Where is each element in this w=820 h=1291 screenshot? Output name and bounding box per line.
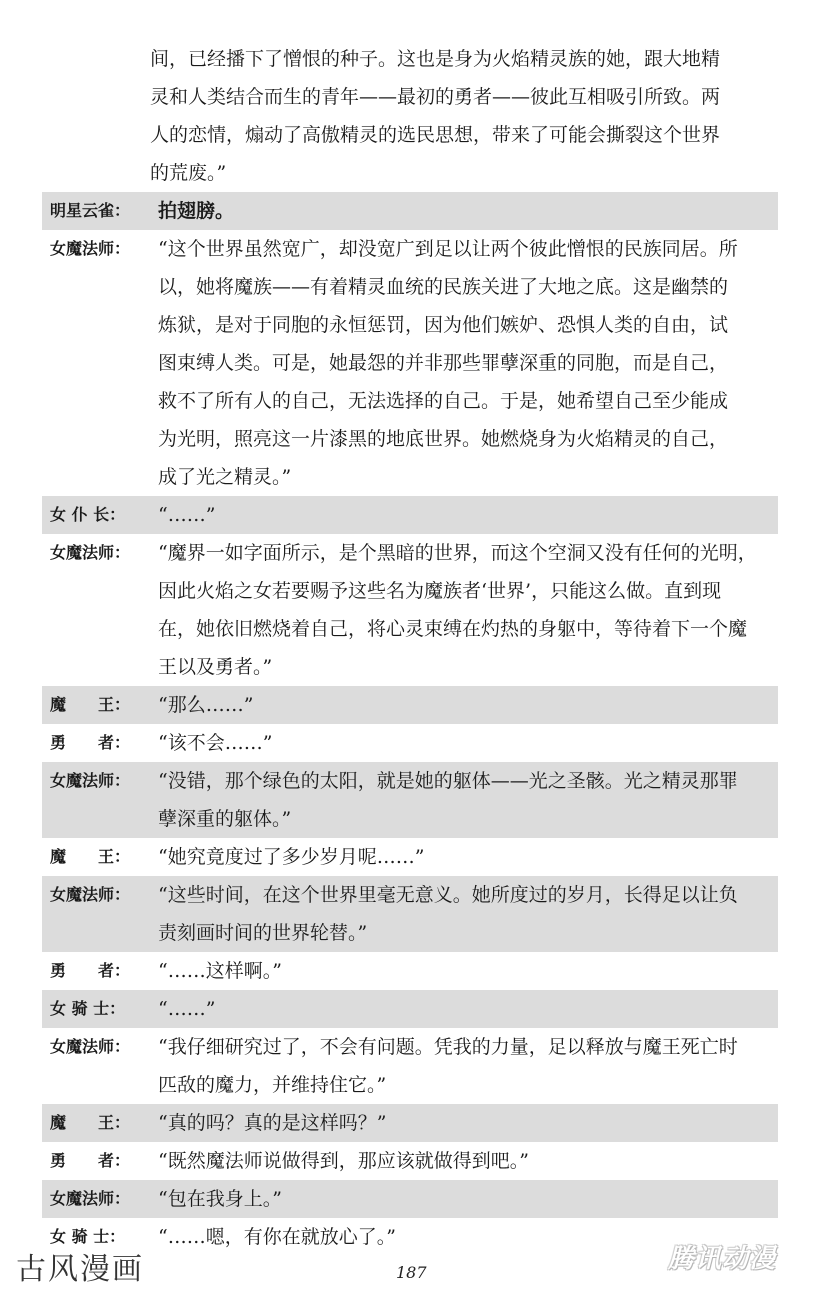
dialogue-text xyxy=(158,1142,778,1180)
text-line: “这些时间，在这个世界里毫无意义。她所度过的岁月，长得足以让负 xyxy=(158,884,738,906)
dialogue-row xyxy=(42,838,778,876)
dialogue-text xyxy=(158,990,778,1028)
dialogue-row xyxy=(42,496,778,534)
dialogue-row xyxy=(42,876,778,952)
dialogue-row xyxy=(42,990,778,1028)
site-logo: 古风漫画 xyxy=(16,1252,144,1287)
page-number: 187 xyxy=(396,1263,427,1282)
dialogue-text xyxy=(158,876,778,952)
dialogue-text xyxy=(158,1028,778,1104)
dialogue-text xyxy=(158,534,778,686)
dialogue-row xyxy=(42,1180,778,1218)
text-line: 图束缚人类。可是，她最怨的并非那些罪孽深重的同胞，而是自己， xyxy=(158,352,729,374)
dialogue-row xyxy=(42,1104,778,1142)
text-line: 灵和人类结合而生的青年——最初的勇者——彼此互相吸引所致。两 xyxy=(150,86,721,108)
speaker-label: 女魔法师： xyxy=(50,239,131,258)
text-line: “……” xyxy=(158,998,216,1020)
text-line: “真的吗？真的是这样吗？” xyxy=(158,1112,387,1134)
speaker-label: 魔 王： xyxy=(50,847,131,866)
dialogue-row xyxy=(42,686,778,724)
text-line: 成了光之精灵。” xyxy=(158,466,292,488)
text-line: “……” xyxy=(158,504,216,526)
dialogue-row xyxy=(42,724,778,762)
text-line: “没错，那个绿色的太阳，就是她的躯体——光之圣骸。光之精灵那罪 xyxy=(158,770,738,792)
speaker-label: 魔 王： xyxy=(50,1113,131,1132)
text-line: “……嗯，有你在就放心了。” xyxy=(158,1226,396,1248)
text-line: “该不会……” xyxy=(158,732,273,754)
text-line: “……这样啊。” xyxy=(158,960,282,982)
text-line: 的荒废。” xyxy=(150,162,227,184)
dialogue-row xyxy=(42,762,778,838)
speaker-label: 女 骑 士： xyxy=(50,999,126,1018)
dialogue-row xyxy=(42,534,778,686)
text-line: 为光明，照亮这一片漆黑的地底世界。她燃烧身为火焰精灵的自己， xyxy=(158,428,729,450)
dialogue-text xyxy=(158,1180,778,1218)
dialogue-text xyxy=(158,192,778,230)
speaker-label: 魔 王： xyxy=(50,695,131,714)
text-line: 救不了所有人的自己，无法选择的自己。于是，她希望自己至少能成 xyxy=(158,390,729,412)
text-line: 炼狱，是对于同胞的永恒惩罚，因为他们嫉妒、恐惧人类的自由，试 xyxy=(158,314,729,336)
text-line: 以，她将魔族——有着精灵血统的民族关进了大地之底。这是幽禁的 xyxy=(158,276,729,298)
speaker-label: 女 仆 长： xyxy=(50,505,126,524)
dialogue-list xyxy=(42,192,778,1256)
dialogue-text xyxy=(158,496,778,534)
speaker-label: 女魔法师： xyxy=(50,543,131,562)
text-line: “我仔细研究过了，不会有问题。凭我的力量，足以释放与魔王死亡时 xyxy=(158,1036,738,1058)
text-line: 匹敌的魔力，并维持住它。” xyxy=(158,1074,387,1096)
intro-paragraph xyxy=(150,40,770,192)
dialogue-text xyxy=(158,724,778,762)
text-line: “包在我身上。” xyxy=(158,1188,282,1210)
text-line: 间，已经播下了憎恨的种子。这也是身为火焰精灵族的她，跟大地精 xyxy=(150,48,721,70)
speaker-label: 勇 者： xyxy=(50,733,131,752)
text-line: “既然魔法师说做得到，那应该就做得到吧。” xyxy=(158,1150,529,1172)
text-line: 责刻画时间的世界轮替。” xyxy=(158,922,368,944)
dialogue-text xyxy=(158,1104,778,1142)
dialogue-text xyxy=(158,838,778,876)
dialogue-text xyxy=(158,762,778,838)
text-line: 拍翅膀。 xyxy=(158,200,235,222)
dialogue-row xyxy=(42,230,778,496)
dialogue-row xyxy=(42,1028,778,1104)
dialogue-row xyxy=(42,192,778,230)
speaker-label: 女 骑 士： xyxy=(50,1227,126,1246)
speaker-label: 勇 者： xyxy=(50,961,131,980)
speaker-label: 女魔法师： xyxy=(50,885,131,904)
text-line: 在，她依旧燃烧着自己，将心灵束缚在灼热的身躯中，等待着下一个魔 xyxy=(158,618,748,640)
text-line: 孽深重的躯体。” xyxy=(158,808,292,830)
dialogue-row xyxy=(42,952,778,990)
speaker-label: 女魔法师： xyxy=(50,1189,131,1208)
text-line: “这个世界虽然宽广，却没宽广到足以让两个彼此憎恨的民族同居。所 xyxy=(158,238,738,260)
dialogue-text xyxy=(158,952,778,990)
dialogue-text xyxy=(158,230,778,496)
speaker-label: 勇 者： xyxy=(50,1151,131,1170)
speaker-label: 明星云雀： xyxy=(50,201,131,220)
text-line: “魔界一如字面所示，是个黑暗的世界，而这个空洞又没有任何的光明， xyxy=(158,542,757,564)
dialogue-text xyxy=(158,686,778,724)
speaker-label: 女魔法师： xyxy=(50,1037,131,1056)
dialogue-row xyxy=(42,1142,778,1180)
text-line: 因此火焰之女若要赐予这些名为魔族者‘世界’，只能这么做。直到现 xyxy=(158,580,722,602)
text-line: 人的恋情，煽动了高傲精灵的选民思想，带来了可能会撕裂这个世界 xyxy=(150,124,721,146)
text-line: 王以及勇者。” xyxy=(158,656,273,678)
watermark-logo: 腾讯动漫 xyxy=(668,1244,777,1274)
text-line: “那么……” xyxy=(158,694,254,716)
text-line: “她究竟度过了多少岁月呢……” xyxy=(158,846,425,868)
speaker-label: 女魔法师： xyxy=(50,771,131,790)
